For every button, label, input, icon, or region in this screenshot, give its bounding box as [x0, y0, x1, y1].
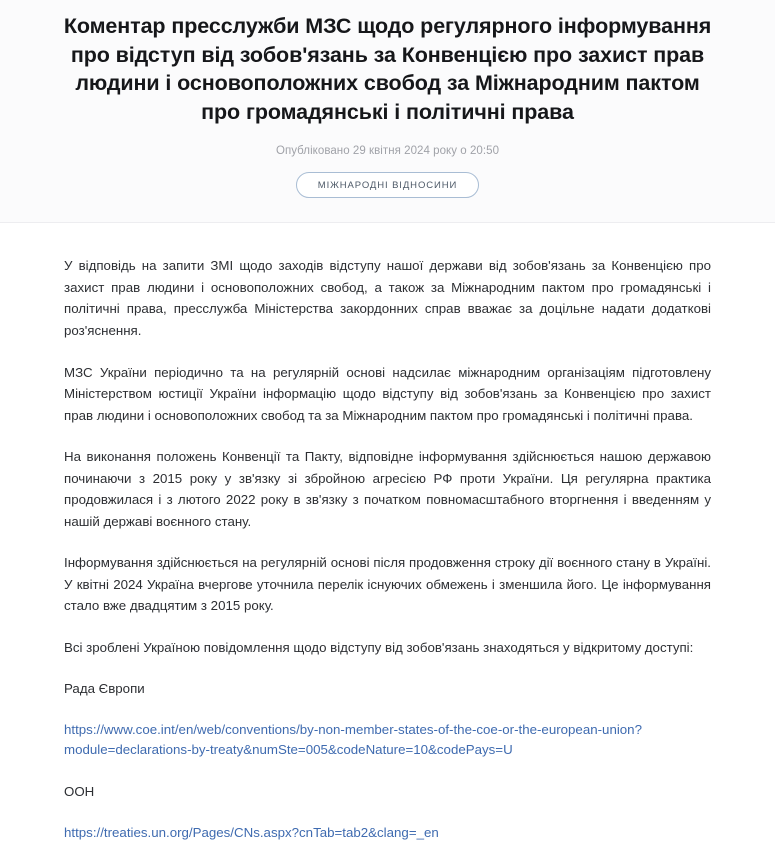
paragraph-4: Інформування здійснюється на регулярній основі після продовження строку дії воєнного стану в Україні. У квітні 2024 Україна вчергове уточнила перелік існуючих обмежень і зменшила його. Це інформування стало вже двадцятим з 2015 року.: [64, 555, 711, 614]
tag-row: [56, 172, 719, 198]
article-header: [0, 0, 775, 223]
category-tag-international-relations[interactable]: МІЖНАРОДНІ ВІДНОСИНИ: [296, 172, 479, 198]
source-label-council-of-europe: Рада Європи: [64, 681, 145, 697]
publication-date: Опубліковано 29 квітня 2024 року о 20:50: [275, 145, 500, 158]
paragraph-3: На виконання положень Конвенції та Пакту, відповідне інформування здійснюється нашою державою починаючи з 2015 року у зв'язку зі збройною агресією РФ проти України. Ця регулярна практика продовжилася і з лютого 2022 року в зв'язку з початком повномасштабного вторгнення і введенням у нашій державі воєнного стану.: [64, 449, 711, 529]
paragraph-5: Всі зроблені Україною повідомлення щодо відступу від зобов'язань знаходяться у відкритому доступі:: [64, 639, 694, 655]
link-un-treaties[interactable]: https://treaties.un.org/Pages/CNs.aspx?cnTab=tab2&clang=_en: [64, 824, 439, 840]
article-body: [0, 223, 775, 843]
source-label-un: ООН: [64, 784, 95, 800]
paragraph-2: МЗС України періодично та на регулярній основі надсилає міжнародним організаціям підготовлену Міністерством юстиції України інформацію щодо відступу від зобов'язань за Конвенцією про захист прав людини і основоположних свобод та за Міжнародним пактом про громадянські і політичні права.: [64, 364, 711, 423]
page-title: Коментар пресслужби МЗС щодо регулярного інформування про відступ від зобов'язань за Конвенцією про захист прав людини і основоположних свобод за Міжнародним пактом про громадянські і політичні права: [63, 14, 712, 124]
paragraph-1: У відповідь на запити ЗМІ щодо заходів відступу нашої держави від зобов'язань за Конвенцією про захист прав людини і основоположних свобод, а також за Міжнародним пактом про громадянські і політичні права, пресслужба Міністерства закордонних справ вважає за доцільне надати додаткові роз'яснення.: [64, 258, 711, 338]
link-council-of-europe[interactable]: https://www.coe.int/en/web/conventions/by-non-member-states-of-the-coe-or-the-european-union?module=declarations-by-treaty&numSte=005&codeNature=10&codePays=U: [64, 721, 642, 758]
